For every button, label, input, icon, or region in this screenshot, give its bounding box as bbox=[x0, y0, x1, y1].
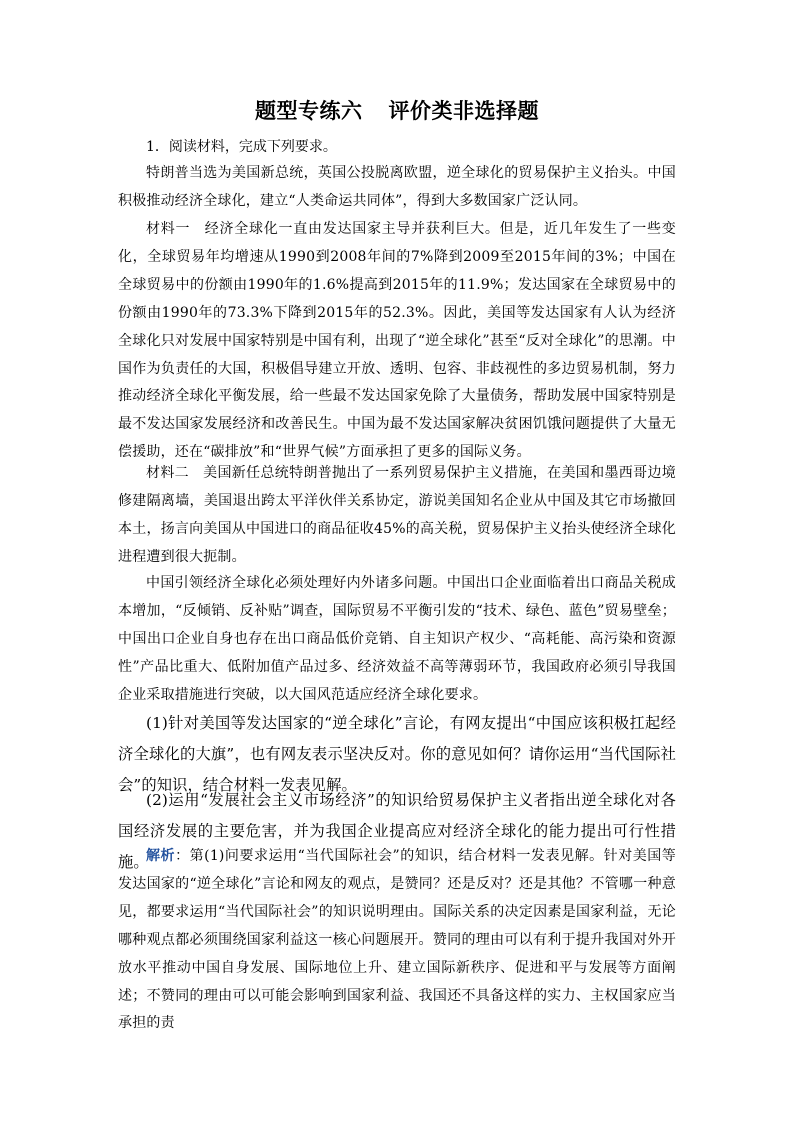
title-part-2: 评价类非选择题 bbox=[388, 99, 539, 123]
material-1-text: 经济全球化一直由发达国家主导并获利巨大。但是，近几年发生了一些变化，全球贸易年均增速从1990到2008年间的7%降到2009至2015年间的3%；中国在全球贸易中的份额由1990年的1.6%提高到2015年的11.9%；发达国家在全球贸易中的份额由1990年的73.3%下降到2015年的52.3%。因此，美国等发达国家有人认为经济全球化只对发展中国家特别是中国有利，出现了“逆全球化”甚至“反对全球化”的思潮。中国作为负责任的大国，积极倡导建立开放、透明、包容、非歧视性的多边贸易机制，努力推动经济全球化平衡发展，给一些最不发达国家免除了大量债务，帮助发展中国家特别是最不发达国家发展经济和改善民生。中国为最不发达国家解决贫困饥饿问题提供了大量无偿援助，还在“碳排放”和“世界气候”方面承担了更多的国际义务。 bbox=[118, 221, 676, 461]
analysis-label: 解析 bbox=[146, 848, 176, 864]
page-title bbox=[0, 97, 794, 125]
material-1-label: 材料一 bbox=[146, 221, 191, 237]
sub-question-2: (2)运用“发展社会主义市场经济”的知识给贸易保护主义者指出逆全球化对各国经济发展的主要危害，并为我国企业提高应对经济全球化的能力提出可行性措施。 bbox=[118, 791, 676, 871]
title-part-1: 题型专练六 bbox=[255, 99, 363, 123]
sub-question-1: (1)针对美国等发达国家的“逆全球化”言论，有网友提出“中国应该积极扛起经济全球化的大旗”，也有网友表示坚决反对。你的意见如何？请你运用“当代国际社会”的知识，结合材料一发表见解。 bbox=[118, 714, 676, 794]
analysis-paragraph bbox=[118, 843, 676, 1038]
material-2-text: 美国新任总统特朗普抛出了一系列贸易保护主义措施，在美国和墨西哥边境修建隔离墙，美国退出跨太平洋伙伴关系协定，游说美国知名企业从中国及其它市场撤回本土，扬言向美国从中国进口的商品征收45%的高关税，贸易保护主义抬头使经济全球化进程遭到很大扼制。 bbox=[118, 465, 676, 565]
material-2-paragraph bbox=[118, 460, 676, 572]
material-1-paragraph bbox=[118, 216, 676, 467]
paragraph-3: 中国引领经济全球化必须处理好内外诸多问题。中国出口企业面临着出口商品关税成本增加，“反倾销、反补贴”调查，国际贸易不平衡引发的“技术、绿色、蓝色”贸易壁垒；中国出口企业自身也存在出口商品低价竞销、自主知识产权少、“高耗能、高污染和资源性”产品比重大、低附加值产品过多、经济效益不高等薄弱环节，我国政府必须引导我国企业采取措施进行突破，以大国风范适应经济全球化要求。 bbox=[118, 575, 676, 703]
analysis-colon: ： bbox=[175, 848, 190, 864]
intro-paragraph: 特朗普当选为美国新总统，英国公投脱离欧盟，逆全球化的贸易保护主义抬头。中国积极推动经济全球化，建立“人类命运共同体”，得到大多数国家广泛认同。 bbox=[118, 165, 676, 209]
material-2-label: 材料二 bbox=[146, 465, 189, 481]
question-number-line: 1．阅读材料，完成下列要求。 bbox=[146, 139, 337, 155]
analysis-text: 第(1)问要求运用“当代国际社会”的知识，结合材料一发表见解。针对美国等发达国家的“逆全球化”言论和网友的观点，是赞同？还是反对？还是其他？不管哪一种意见，都要求运用“当代国际社会”的知识说明理由。国际关系的决定因素是国家利益，无论哪种观点都必须围绕国家利益这一核心问题展开。赞同的理由可以有利于提升我国对外开放水平推动中国自身发展、国际地位上升、建立国际新秩序、促进和平与发展等方面阐述；不赞同的理由可以可能会影响到国家利益、我国还不具备这样的实力、主权国家应当承担的责 bbox=[118, 848, 677, 1032]
